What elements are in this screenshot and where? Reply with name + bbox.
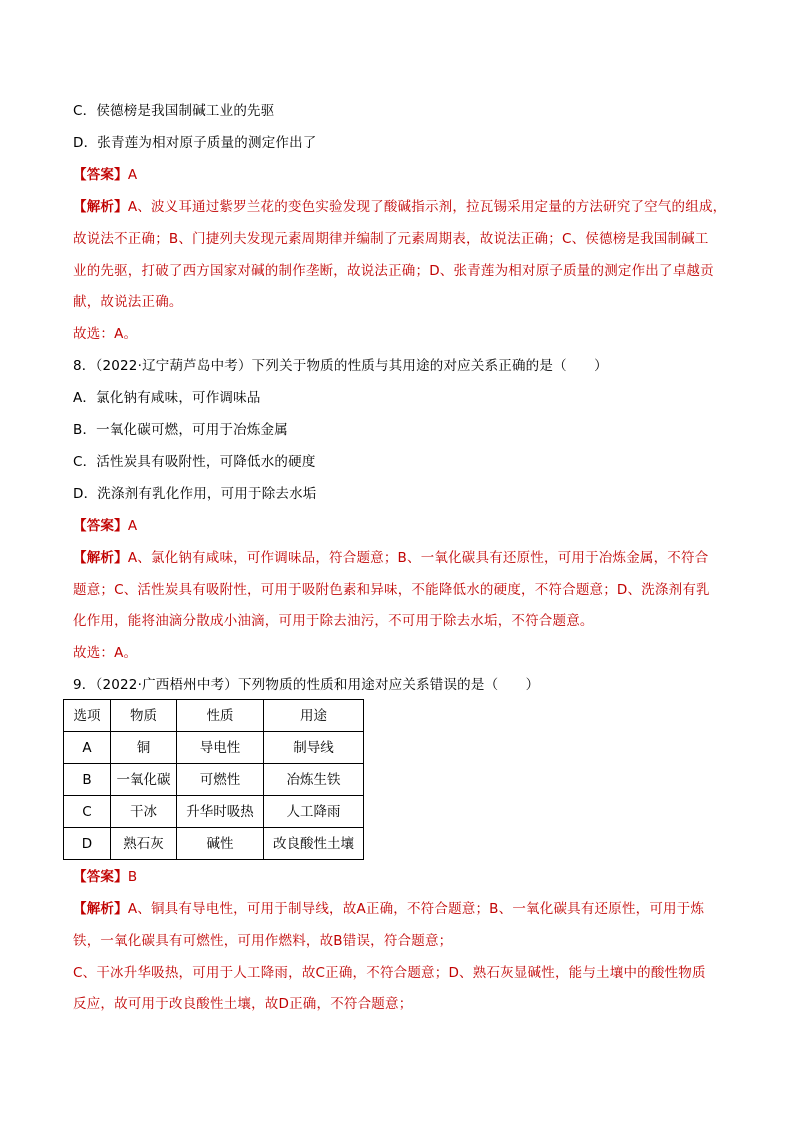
table-cell: 可燃性 [177,764,264,796]
table-cell: 升华时吸热 [177,796,264,828]
table-header-cell: 选项 [64,700,111,732]
table-cell: C [64,796,111,828]
table-cell: 干冰 [111,796,177,828]
q7-analysis-line-3: 业的先驱，打破了西方国家对碱的制作垄断，故说法正确；D、张青莲为相对原子质量的测定作出了卓越贡 [73,263,714,279]
q7-analysis-line-1 [73,197,726,217]
table-cell: 铜 [111,732,177,764]
answer-tag: 【答案】 [73,869,128,885]
table-cell: 熟石灰 [111,828,177,860]
table-cell: 改良酸性土壤 [264,828,364,860]
answer-tag: 【答案】 [73,167,128,183]
table-cell: 制导线 [264,732,364,764]
q7-answer [73,165,137,185]
q8-option-c: C．活性炭具有吸附性，可降低水的硬度 [73,454,316,470]
table-cell: B [64,764,111,796]
q9-analysis-line-2: 铁，一氧化碳具有可燃性，可用作燃料，故B错误，符合题意； [73,933,453,949]
analysis-text: A、波义耳通过紫罗兰花的变色实验发现了酸碱指示剂，拉瓦锡采用定量的方法研究了空气的组成， [127,199,727,215]
table-row [64,732,364,764]
q9-answer [73,867,137,887]
analysis-tag: 【解析】 [73,901,128,917]
q7-option-d: D．张青莲为相对原子质量的测定作出了 [73,135,317,151]
table-row [64,796,364,828]
answer-value: A [127,167,138,183]
q8-stem: 8．（2022·辽宁葫芦岛中考）下列关于物质的性质与其用途的对应关系正确的是（ ） [73,358,608,374]
analysis-tag: 【解析】 [73,550,128,566]
q8-analysis-line-2: 题意；C、活性炭具有吸附性，可用于吸附色素和异味，不能降低水的硬度，不符合题意；D、洗涤剂有乳 [73,582,710,598]
table-row [64,828,364,860]
table-header-row [64,700,364,732]
analysis-text: A、氯化钠有咸味，可作调味品，符合题意；B、一氧化碳具有还原性，可用于冶炼金属，不符合 [127,550,709,566]
q7-choose: 故选：A。 [73,326,138,342]
table-header-cell: 用途 [264,700,364,732]
q8-option-a: A．氯化钠有咸味，可作调味品 [73,390,261,406]
q8-option-b: B．一氧化碳可燃，可用于冶炼金属 [73,422,288,438]
table-cell: 冶炼生铁 [264,764,364,796]
table-cell: 碱性 [177,828,264,860]
q8-option-d: D．洗涤剂有乳化作用，可用于除去水垢 [73,486,317,502]
table-header-cell: 物质 [111,700,177,732]
table-cell: 人工降雨 [264,796,364,828]
q9-analysis-line-4: 反应，故可用于改良酸性土壤，故D正确，不符合题意； [73,996,413,1012]
table-header-cell: 性质 [177,700,264,732]
answer-value: B [127,869,138,885]
table-row [64,764,364,796]
q7-analysis-line-2: 故说法不正确；B、门捷列夫发现元素周期律并编制了元素周期表，故说法正确；C、侯德榜是我国制碱工 [73,231,709,247]
q9-analysis-line-1 [73,899,704,919]
q8-answer [73,516,137,536]
answer-tag: 【答案】 [73,518,128,534]
table-cell: D [64,828,111,860]
table-cell: 导电性 [177,732,264,764]
q8-analysis-line-3: 化作用，能将油滴分散成小油滴，可用于除去油污，不可用于除去水垢，不符合题意。 [73,613,594,629]
analysis-tag: 【解析】 [73,199,128,215]
q7-analysis-line-4: 献，故说法正确。 [73,294,183,310]
analysis-text: A、铜具有导电性，可用于制导线，故A正确，不符合题意；B、一氧化碳具有还原性，可用于炼 [127,901,705,917]
q7-option-c: C．侯德榜是我国制碱工业的先驱 [73,103,275,119]
table-cell: 一氧化碳 [111,764,177,796]
q9-stem: 9．（2022·广西梧州中考）下列物质的性质和用途对应关系错误的是（ ） [73,677,540,693]
q9-analysis-line-3: C、干冰升华吸热，可用于人工降雨，故C正确，不符合题意；D、熟石灰显碱性，能与土壤中的酸性物质 [73,965,706,981]
q8-choose: 故选：A。 [73,645,138,661]
q8-analysis-line-1 [73,548,708,568]
answer-value: A [127,518,138,534]
q9-options-table [63,699,364,860]
table-cell: A [64,732,111,764]
